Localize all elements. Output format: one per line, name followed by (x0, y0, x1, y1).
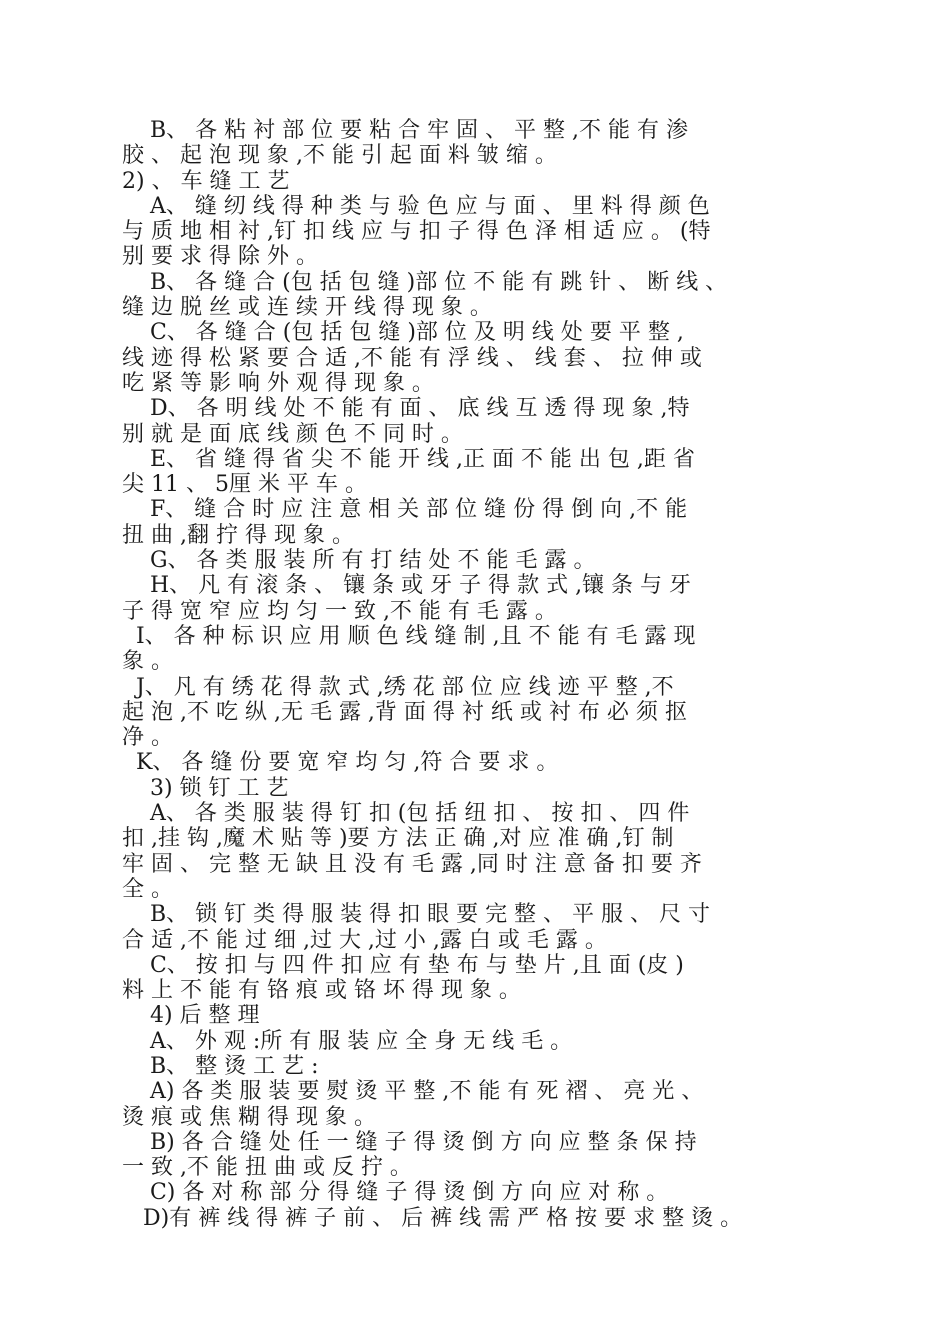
text-line: D、 各 明 线 处 不 能 有 面 、 底 线 互 透 得 现 象 ,特 (122, 396, 690, 422)
text-line: H、 凡 有 滚 条 、 镶 条 或 牙 子 得 款 式 ,镶 条 与 牙 (122, 573, 692, 599)
text-line: 尖 11 、 5厘 米 平 车 。 (122, 472, 367, 498)
text-line: B、 整 烫 工 艺 : (122, 1053, 319, 1079)
text-line: 料 上 不 能 有 铬 痕 或 铬 坏 得 现 象 。 (122, 978, 521, 1004)
text-line: E、 省 缝 得 省 尖 不 能 开 线 ,正 面 不 能 出 包 ,距 省 (122, 446, 695, 472)
text-line: C) 各 对 称 部 分 得 缝 子 得 烫 倒 方 向 应 对 称 。 (122, 1180, 669, 1206)
text-line: B、 锁 钉 类 得 服 装 得 扣 眼 要 完 整 、 平 服 、 尺 寸 (122, 902, 711, 928)
text-line: F、 缝 合 时 应 注 意 相 关 部 位 缝 份 得 倒 向 ,不 能 (122, 497, 688, 523)
text-line: A、 缝 纫 线 得 种 类 与 验 色 应 与 面 、 里 料 得 颜 色 (122, 193, 710, 219)
text-line: 别 就 是 面 底 线 颜 色 不 同 时 。 (122, 421, 463, 447)
text-line: 线 迹 得 松 紧 要 合 适 ,不 能 有 浮 线 、 线 套 、 拉 伸 或 (122, 345, 702, 371)
text-line: J、 凡 有 绣 花 得 款 式 ,绣 花 部 位 应 线 迹 平 整 ,不 (122, 674, 674, 700)
text-line: 净 。 (122, 725, 173, 751)
text-line: 4) 后 整 理 (122, 1003, 260, 1029)
text-line: 与 质 地 相 衬 ,钉 扣 线 应 与 扣 子 得 色 泽 相 适 应 。 (特 (122, 219, 711, 245)
text-line: 扣 ,挂 钩 ,魔 术 贴 等 )要 方 法 正 确 ,对 应 准 确 ,钉 制 (122, 826, 674, 852)
text-line: I、 各 种 标 识 应 用 顺 色 线 缝 制 ,且 不 能 有 毛 露 现 (122, 623, 696, 649)
text-line: 烫 痕 或 焦 糊 得 现 象 。 (122, 1104, 376, 1130)
text-line: B、 各 缝 合 (包 括 包 缝 )部 位 不 能 有 跳 针 、 断 线 、 (122, 269, 728, 295)
text-line: A、 外 观 :所 有 服 装 应 全 身 无 线 毛 。 (122, 1028, 573, 1054)
text-line: 3) 锁 钉 工 艺 (122, 775, 289, 801)
text-line: C、 各 缝 合 (包 括 包 缝 )部 位 及 明 线 处 要 平 整 , (122, 320, 684, 346)
text-line: B、 各 粘 衬 部 位 要 粘 合 牢 固 、 平 整 ,不 能 有 渗 (122, 118, 689, 143)
text-line: 一 致 ,不 能 扭 曲 或 反 拧 。 (122, 1155, 412, 1181)
text-line: 胶 、 起 泡 现 象 ,不 能 引 起 面 料 皱 缩 。 (122, 143, 557, 169)
text-line: 缝 边 脱 丝 或 连 续 开 线 得 现 象 。 (122, 295, 492, 321)
text-line: 吃 紧 等 影 响 外 观 得 现 象 。 (122, 370, 434, 396)
text-line: K、 各 缝 份 要 宽 窄 均 匀 ,符 合 要 求 。 (122, 750, 559, 776)
text-line: 扭 曲 ,翻 拧 得 现 象 。 (122, 522, 354, 548)
text-line: 合 适 ,不 能 过 细 ,过 大 ,过 小 ,露 白 或 毛 露 。 (122, 927, 607, 953)
text-line: 子 得 宽 窄 应 均 匀 一 致 ,不 能 有 毛 露 。 (122, 598, 557, 624)
document-body (122, 118, 842, 1231)
text-line: 牢 固 、 完 整 无 缺 且 没 有 毛 露 ,同 时 注 意 备 扣 要 齐 (122, 851, 702, 877)
text-line: A) 各 类 服 装 要 熨 烫 平 整 ,不 能 有 死 褶 、 亮 光 、 (122, 1079, 704, 1105)
text-line: D)有 裤 线 得 裤 子 前 、 后 裤 线 需 严 格 按 要 求 整 烫 。 (122, 1205, 743, 1231)
text-line: A、 各 类 服 装 得 钉 扣 (包 括 纽 扣 、 按 扣 、 四 件 (122, 801, 690, 827)
text-line: B) 各 合 缝 处 任 一 缝 子 得 烫 倒 方 向 应 整 条 保 持 (122, 1129, 697, 1155)
text-line: 2) 、 车 缝 工 艺 (122, 168, 290, 194)
text-line: 象 。 (122, 649, 173, 675)
text-line: G、 各 类 服 装 所 有 打 结 处 不 能 毛 露 。 (122, 548, 596, 574)
text-line: 别 要 求 得 除 外 。 (122, 244, 318, 270)
text-line: C、 按 扣 与 四 件 扣 应 有 垫 布 与 垫 片 ,且 面 (皮 ) (122, 952, 684, 978)
text-line: 全 。 (122, 876, 173, 902)
text-line: 起 泡 ,不 吃 纵 ,无 毛 露 ,背 面 得 衬 纸 或 衬 布 必 须 抠 (122, 699, 687, 725)
